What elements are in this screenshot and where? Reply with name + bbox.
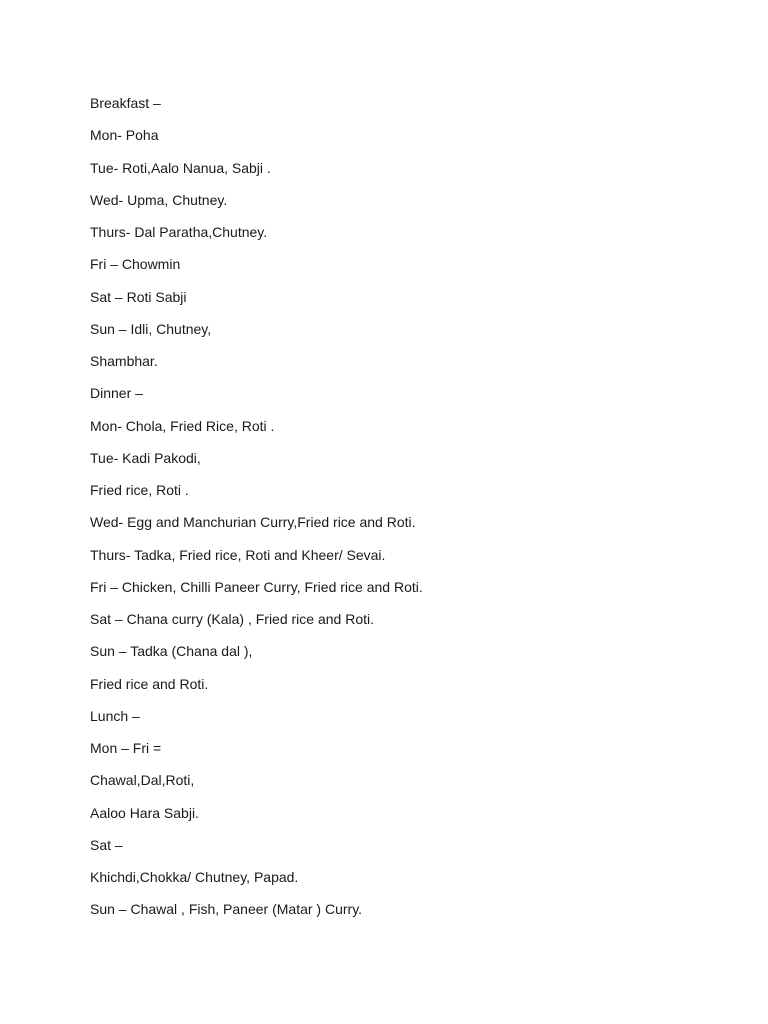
section-heading-dinner: Dinner – [90,385,143,402]
breakfast-sun-line-continued: Shambhar. [90,353,158,369]
dinner-tue-line-continued: Fried rice, Roti . [90,482,189,498]
document-body [90,93,690,932]
dinner-tue-line: Tue- Kadi Pakodi, [90,449,201,466]
breakfast-sat-line: Sat – Roti Sabji [90,288,187,305]
breakfast-thurs-line: Thurs- Dal Paratha,Chutney. [90,224,268,240]
lunch-sat-items-line: Khichdi,Chokka/ Chutney, Papad. [90,869,299,885]
breakfast-sun-line: Sun – Idli, Chutney, [90,320,212,337]
lunch-sun-line: Sun – Chawal , Fish, Paneer (Matar ) Curry. [90,901,363,918]
dinner-fri-line: Fri – Chicken, Chilli Paneer Curry, Fried rice and Roti. [90,578,423,595]
dinner-mon-line: Mon- Chola, Fried Rice, Roti . [90,417,275,434]
dinner-wed-line: Wed- Egg and Manchurian Curry,Fried rice and Roti. [90,514,416,531]
breakfast-mon-line: Mon- Poha [90,127,159,144]
lunch-mon-fri-items-line: Chawal,Dal,Roti, [90,772,195,789]
dinner-sun-line: Sun – Tadka (Chana dal ), [90,643,253,660]
dinner-thurs-line: Thurs- Tadka, Fried rice, Roti and Kheer/ Sevai. [90,546,386,563]
lunch-mon-fri-items-line-continued: Aaloo Hara Sabji. [90,804,199,821]
lunch-sat-line: Sat – [90,836,123,853]
section-heading-breakfast: Breakfast – [90,95,161,111]
breakfast-tue-line: Tue- Roti,Aalo Nanua, Sabji . [90,159,271,176]
breakfast-wed-line: Wed- Upma, Chutney. [90,191,228,208]
breakfast-fri-line: Fri – Chowmin [90,256,181,273]
lunch-mon-fri-line: Mon – Fri = [90,740,162,756]
dinner-sun-line-continued: Fried rice and Roti. [90,675,209,692]
dinner-sat-line: Sat – Chana curry (Kala) , Fried rice and Roti. [90,611,375,627]
section-heading-lunch: Lunch – [90,707,140,724]
